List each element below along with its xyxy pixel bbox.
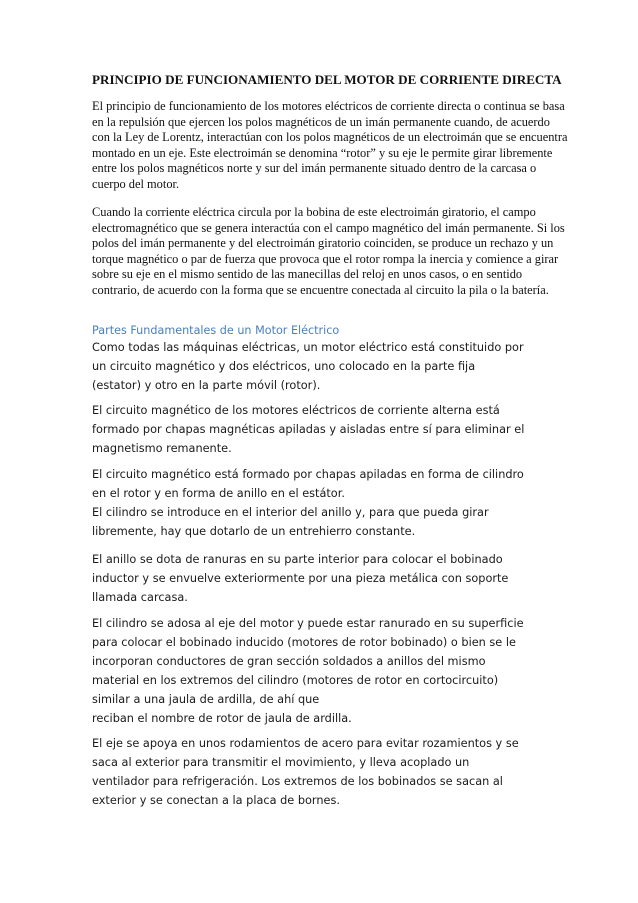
text-line: ventilador para refrigeración. Los extremos de los bobinados se sacan al [92,774,503,788]
section-paragraph-6 [92,735,592,811]
text-line: magnetismo remanente. [92,441,232,455]
text-line: sobre su eje en el mismo sentido de las manecillas del reloj en unos casos, o en sentido [92,267,523,282]
text-line: El cilindro se introduce en el interior del anillo y, para que pueda girar [92,505,489,519]
page-title: PRINCIPIO DE FUNCIONAMIENTO DEL MOTOR DE CORRIENTE DIRECTA [92,72,562,87]
text-line: (estator) y otro en la parte móvil (rotor). [92,378,321,392]
text-line: en la repulsión que ejercen los polos magnéticos de un imán permanente cuando, de acuerdo [92,114,550,129]
text-line: material en los extremos del cilindro (motores de rotor en cortocircuito) [92,673,499,687]
text-line: saca al exterior para transmitir el movimiento, y lleva acoplado un [92,755,470,769]
text-line: polos del imán permanente y del electroimán giratorio coinciden, se produce un rechazo y un [92,236,554,251]
text-line: El circuito magnético de los motores eléctricos de corriente alterna está [92,404,500,417]
text-line: montado en un eje. Este electroimán se denomina “rotor” y su eje le permite girar libremente [92,145,553,160]
text-line: El circuito magnético está formado por chapas apiladas en forma de cilindro [92,468,524,481]
section-paragraph-5 [92,615,592,728]
text-line: El cilindro se adosa al eje del motor y puede estar ranurado en su superficie [92,617,524,630]
text-line: entre los polos magnéticos norte y sur del imán permanente situado dentro de la carcasa o [92,161,537,176]
text-line: Como todas las máquinas eléctricas, un motor eléctrico está constituido por [92,341,524,354]
text-line: en el rotor y en forma de anillo en el estátor. [92,486,345,500]
text-line: reciban el nombre de rotor de jaula de ardilla. [92,711,352,725]
text-line: El anillo se dota de ranuras en su parte interior para colocar el bobinado [92,553,503,566]
text-line: similar a una jaula de ardilla, de ahí que [92,692,320,706]
text-line: Cuando la corriente eléctrica circula por la bobina de este electroimán giratorio, el campo [92,205,536,219]
intro-paragraph-1 [92,99,602,193]
text-line: formado por chapas magnéticas apiladas y aisladas entre sí para eliminar el [92,422,525,436]
text-line: para colocar el bobinado inducido (motores de rotor bobinado) o bien se le [92,635,516,649]
section-paragraph-1 [92,339,592,396]
text-line: exterior y se conectan a la placa de bornes. [92,793,340,807]
section-paragraph-2 [92,402,592,459]
text-line: llamada carcasa. [92,590,188,604]
text-line: libremente, hay que dotarlo de un entrehierro constante. [92,524,416,538]
section-paragraph-3 [92,466,592,542]
text-line: con la Ley de Lorentz, interactúan con los polos magnéticos de un electroimán que se encuentra [92,130,568,145]
text-line: El eje se apoya en unos rodamientos de acero para evitar rozamientos y se [92,737,519,750]
section-heading: Partes Fundamentales de un Motor Eléctrico [92,324,340,337]
text-line: cuerpo del motor. [92,176,180,191]
text-line: contrario, de acuerdo con la forma que se encuentre conectada al circuito la pila o la batería. [92,282,549,297]
text-line: incorporan conductores de gran sección soldados a anillos del mismo [92,654,486,668]
text-line: electromagnético que se genera interactúa con el campo magnético del imán permanente. Si los [92,220,565,235]
section-paragraph-4 [92,551,592,608]
text-line: un circuito magnético y dos eléctricos, uno colocado en la parte fija [92,359,476,373]
text-line: torque magnético o par de fuerza que provoca que el rotor rompa la inercia y comience a girar [92,251,559,266]
text-line: El principio de funcionamiento de los motores eléctricos de corriente directa o continua se basa [92,99,565,113]
text-line: inductor y se envuelve exteriormente por una pieza metálica con soporte [92,571,509,585]
intro-paragraph-2 [92,205,602,299]
